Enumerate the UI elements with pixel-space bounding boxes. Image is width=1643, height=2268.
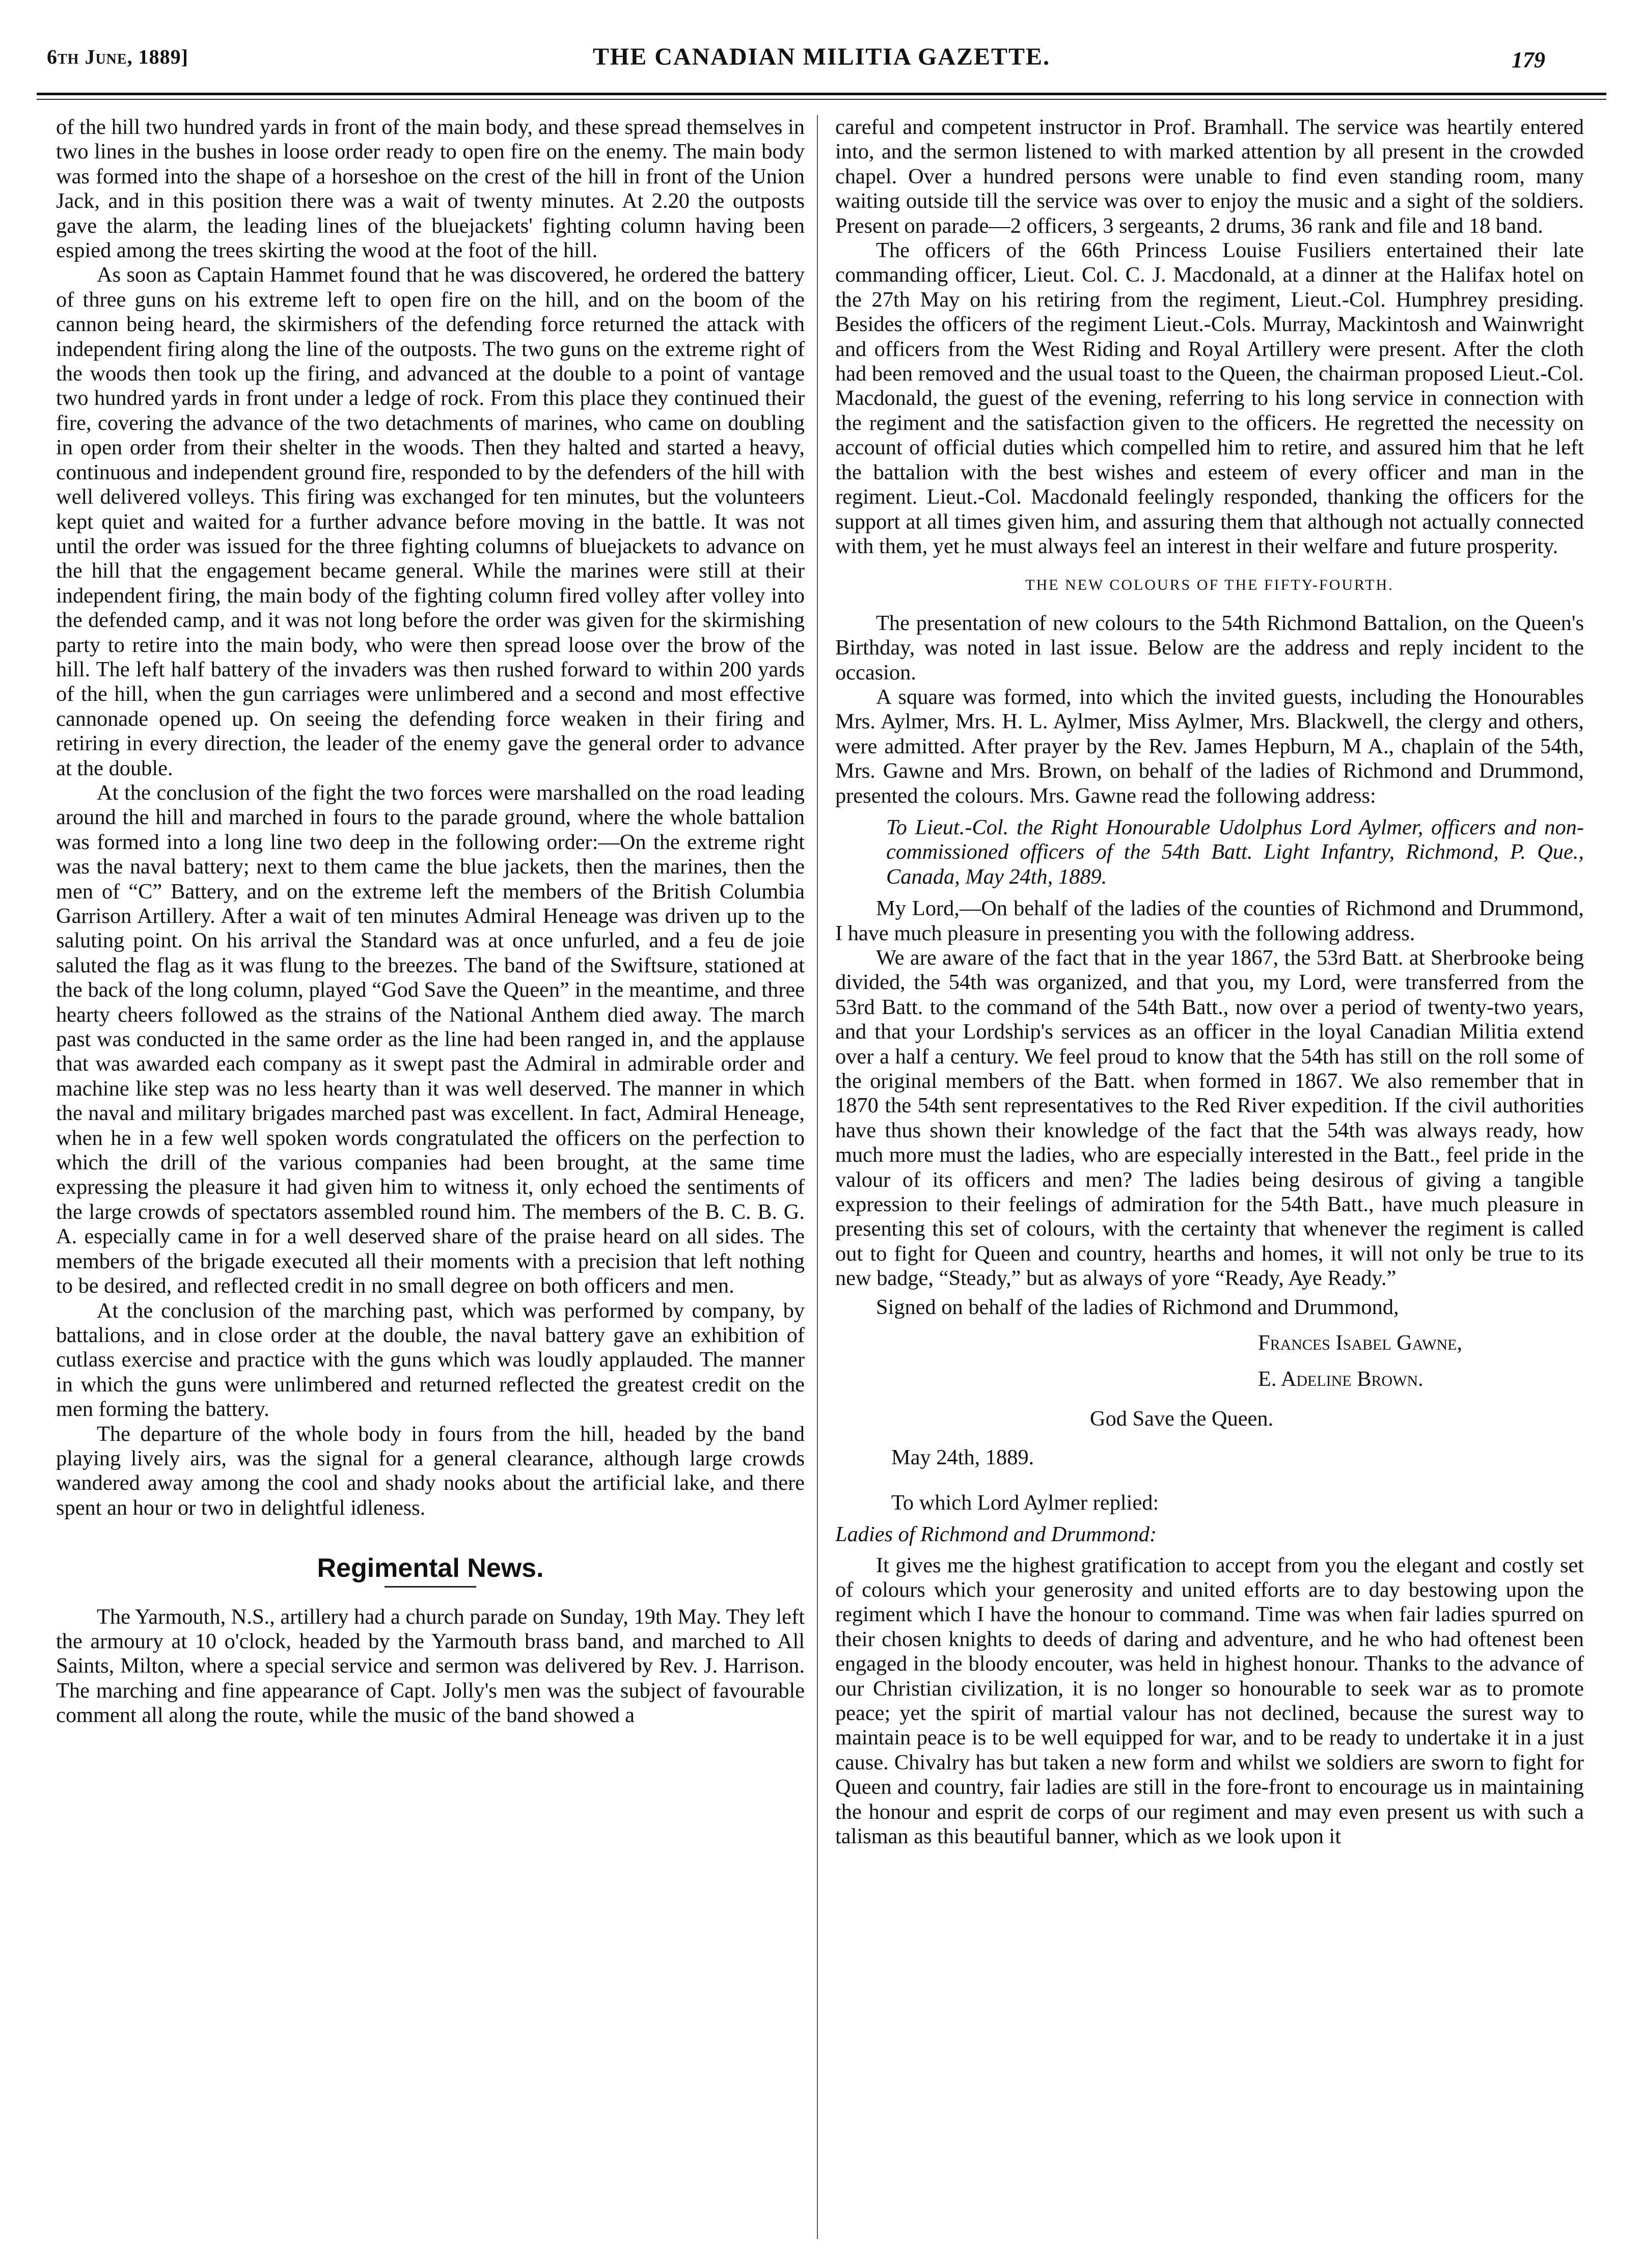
column-divider	[817, 115, 818, 2239]
left-paragraph-3: At the conclusion of the fight the two forces were marshalled on the road leading around the hill and marched in fours to the parade ground, where the whole battalion was formed into a long line two deep in the following order:—On the extreme right was the naval battery; next to them came the blue jackets, then the marines, then the men of “C” Battery, and on the extreme left the members of the British Columbia Garrison Artillery. After a wait of ten minutes Admiral Heneage was driven up to the saluting point. On his arrival the Standard was at once unfurled, and a feu de joie saluted the flag as it was flung to the breezes. The band of the Swiftsure, stationed at the back of the long column, played “God Save the Queen” in the meantime, and three hearty cheers followed as the strains of the National Anthem died away. The march past was conducted in the same order as the line had been ranged in, and the applause that was awarded each company as it swept past the Admiral in admirable order and machine like step was no less hearty than it was well deserved. The manner in which the naval and military brigades marched past was excellent. In fact, Admiral Heneage, when he in a few well spoken words congratulated the officers on the perfection to which the drill of the various companies had been brought, at the same time expressing the pleasure it had given him to witness it, only echoed the sentiments of the large crowds of spectators assembled round him. The members of the B. C. B. G. A. especially came in for a well deserved share of the praise heard on all sides. The members of the brigade executed all their moments with a precision that left nothing to be desired, and reflected credit in no small degree on both officers and men.	[56, 780, 805, 1298]
left-paragraph-5: The departure of the whole body in fours from the hill, headed by the band playing lively airs, was the signal for a general clearance, although large crowds wandered away among the cool and shady nooks about the artificial lake, and there spent an hour or two in delightful idleness.	[56, 1422, 805, 1520]
address-heading: To Lieut.-Col. the Right Honourable Udolphus Lord Aylmer, officers and non-commissioned officers of the 54th Batt. Light Infantry, Richmond, P. Que., Canada, May 24th, 1889.	[886, 815, 1584, 889]
left-paragraph-4: At the conclusion of the marching past, which was performed by company, by battalions, and in close order at the double, the naval battery gave an exhibition of cutlass exercise and practice with the guns which was loudly applauded. The manner in which the guns were unlimbered and returned reflected the greatest credit on the men forming the battery.	[56, 1298, 805, 1422]
masthead-title: THE CANADIAN MILITIA GAZETTE.	[592, 43, 1051, 70]
colours-paragraph-2: A square was formed, into which the invited guests, including the Honourables Mrs. Aylmer, Mrs. H. L. Aylmer, Miss Aylmer, Mrs. Blackwell, the clergy and others, were admitted. After prayer by the Rev. James Hepburn, M A., chaplain of the 54th, Mrs. Gawne and Mrs. Brown, on behalf of the ladies of Richmond and Drummond, presented the colours. Mrs. Gawne read the following address:	[835, 685, 1584, 808]
left-column	[56, 115, 805, 2249]
header-rule	[37, 93, 1606, 95]
reply-paragraph: It gives me the highest gratification to accept from you the elegant and costly set of colours which your generosity and united efforts are to day bestowing upon the regiment which I have the honour to command. Time was when fair ladies spurred on their chosen knights to deeds of daring and adventure, and he who had oftenest been engaged in the bloody encouter, was held in highest honour. Thanks to the advance of our Christian civilization, it is no longer so honourable to seek war as to promote peace; yet the spirit of martial valour has not declined, because the surest way to maintain peace is to be well equipped for war, and to be ready to undertake it in a just cause. Chivalry has but taken a new form and whilst we soldiers are sworn to fight for Queen and country, fair ladies are still in the fore-front to encourage us in maintaining the honour and esprit de corps of our regiment and may even present us with such a talisman as this beautiful banner, which as we look upon it	[835, 1553, 1584, 1848]
address-paragraph-2: We are aware of the fact that in the year 1867, the 53rd Batt. at Sherbrooke being divided, the 54th was organized, and that you, my Lord, were transferred from the 53rd Batt. to the command of the 54th Batt., now over a period of twenty-two years, and that your Lordship's services as an officer in the loyal Canadian Militia extend over a half a century. We feel proud to know that the 54th has still on the roll some of the original members of the Batt. when formed in 1867. We also remember that in 1870 the 54th sent representatives to the Red River expedition. If the civil authorities have thus shown their knowledge of the fact that the 54th was always ready, how much more must the ladies, who are especially interested in the Batt., feel pride in the valour of its officers and men? The ladies being desirous of giving a tangible expression to their feelings of admiration for the 54th Batt., have much pleasure in presenting this set of colours, with the certainty that whenever the regiment is called out to fight for Queen and country, hearths and homes, it will not only be true to its new badge, “Steady,” but as always of yore “Ready, Aye Ready.”	[835, 946, 1584, 1291]
address-paragraph-1: My Lord,—On behalf of the ladies of the counties of Richmond and Drummond, I have much pleasure in presenting you with the following address.	[835, 896, 1584, 945]
signature-gawne: Frances Isabel Gawne,	[1258, 1331, 1463, 1355]
issue-date: 6th June, 1889]	[47, 45, 188, 68]
address-date: May 24th, 1889.	[891, 1445, 1034, 1470]
left-paragraph-2: As soon as Captain Hammet found that he was discovered, he ordered the battery of three guns on his extreme left to open fire on the hill, and on the boom of the cannon being heard, the skirmishers of the defending force returned the attack with independent firing along the line of the outposts. The two guns on the extreme right of the woods then took up the firing, and advanced at the double to a point of vantage two hundred yards in front under a ledge of rock. From this place they continued their fire, covering the advance of the two detachments of marines, who came on doubling in open order from their shelter in the woods. Then they halted and started a heavy, continuous and independent ground fire, responded to by the defenders of the hill with well delivered volleys. This firing was exchanged for ten minutes, but the volunteers kept quiet and waited for a further advance before moving in the battle. It was not until the order was issued for the three fighting columns of bluejackets to advance on the hill that the engagement became general. While the marines were still at their independent firing, the main body of the fighting column fired volley after volley into the defended camp, and it was not long before the order was given for the skirmishing party to retire into the main body, who were then spread loose over the brow of the hill. The left half battery of the invaders was then rushed forward to within 200 yards of the hill, when the gun carriages were unlimbered and a second and most effective cannonade opened up. On seeing the defending force weaken in their firing and retiring in every direction, the leader of the enemy gave the general order to advance at the double.	[56, 263, 805, 780]
right-column	[835, 115, 1584, 2249]
colours-paragraph-1: The presentation of new colours to the 54th Richmond Battalion, on the Queen's Birthday, was noted in last issue. Below are the address and reply incident to the occasion.	[835, 611, 1584, 685]
page-header	[37, 45, 1606, 91]
heading-rule	[385, 1586, 476, 1588]
regimental-news-paragraph: The Yarmouth, N.S., artillery had a church parade on Sunday, 19th May. They left the armoury at 10 o'clock, headed by the Yarmouth brass band, and marched to All Saints, Milton, where a special service and sermon was delivered by Rev. J. Harrison. The marching and fine appearance of Capt. Jolly's men was the subject of favourable comment all along the route, while the music of the band showed a	[56, 1604, 805, 1728]
signature-brown: E. Adeline Brown.	[1258, 1367, 1423, 1391]
signed-line: Signed on behalf of the ladies of Richmond and Drummond,	[876, 1295, 1399, 1319]
god-save-line: God Save the Queen.	[1090, 1406, 1274, 1431]
regimental-news-heading: Regimental News.	[317, 1553, 544, 1583]
replied-line: To which Lord Aylmer replied:	[891, 1490, 1159, 1515]
header-rule-thin	[37, 99, 1606, 100]
left-paragraph-1: of the hill two hundred yards in front of the main body, and these spread themselves in two lines in the bushes in loose order ready to open fire on the enemy. The main body was formed into the shape of a horseshoe on the crest of the hill in front of the Union Jack, and in this position there was a wait of twenty minutes. At 2.20 the outposts gave the alarm, the leading lines of the bluejackets' fighting column having been espied among the trees skirting the wood at the foot of the hill.	[56, 115, 805, 263]
right-paragraph-1: careful and competent instructor in Prof. Bramhall. The service was heartily entered into, and the sermon listened to with marked attention by all present in the crowded chapel. Over a hundred persons were unable to find even standing room, many waiting outside till the service was over to enjoy the music and a sight of the soldiers. Present on parade—2 officers, 3 sergeants, 2 drums, 36 rank and file and 18 band.	[835, 115, 1584, 238]
page-number: 179	[1512, 47, 1545, 72]
right-paragraph-2: The officers of the 66th Princess Louise Fusiliers entertained their late commanding officer, Lieut. Col. C. J. Macdonald, at a dinner at the Halifax hotel on the 27th May on his retiring from the regiment, Lieut.-Col. Humphrey presiding. Besides the officers of the regiment Lieut.-Cols. Murray, Mackintosh and Wainwright and officers from the West Riding and Royal Artillery were present. After the cloth had been removed and the usual toast to the Queen, the chairman proposed Lieut.-Col. Macdonald, the guest of the evening, referring to his long service in connection with the regiment and the satisfaction given to the officers. He regretted the necessity on account of official duties which compelled him to retire, and assured him that he left the battalion with the best wishes and esteem of every officer and man in the regiment. Lieut.-Col. Macdonald feelingly responded, thanking the officers for the support at all times given him, and assuring them that although not actually connected with them, yet he must always feel an interest in their welfare and future prosperity.	[835, 238, 1584, 558]
ladies-heading: Ladies of Richmond and Drummond:	[835, 1522, 1157, 1547]
new-colours-heading: THE NEW COLOURS OF THE FIFTY-FOURTH.	[1025, 577, 1394, 594]
